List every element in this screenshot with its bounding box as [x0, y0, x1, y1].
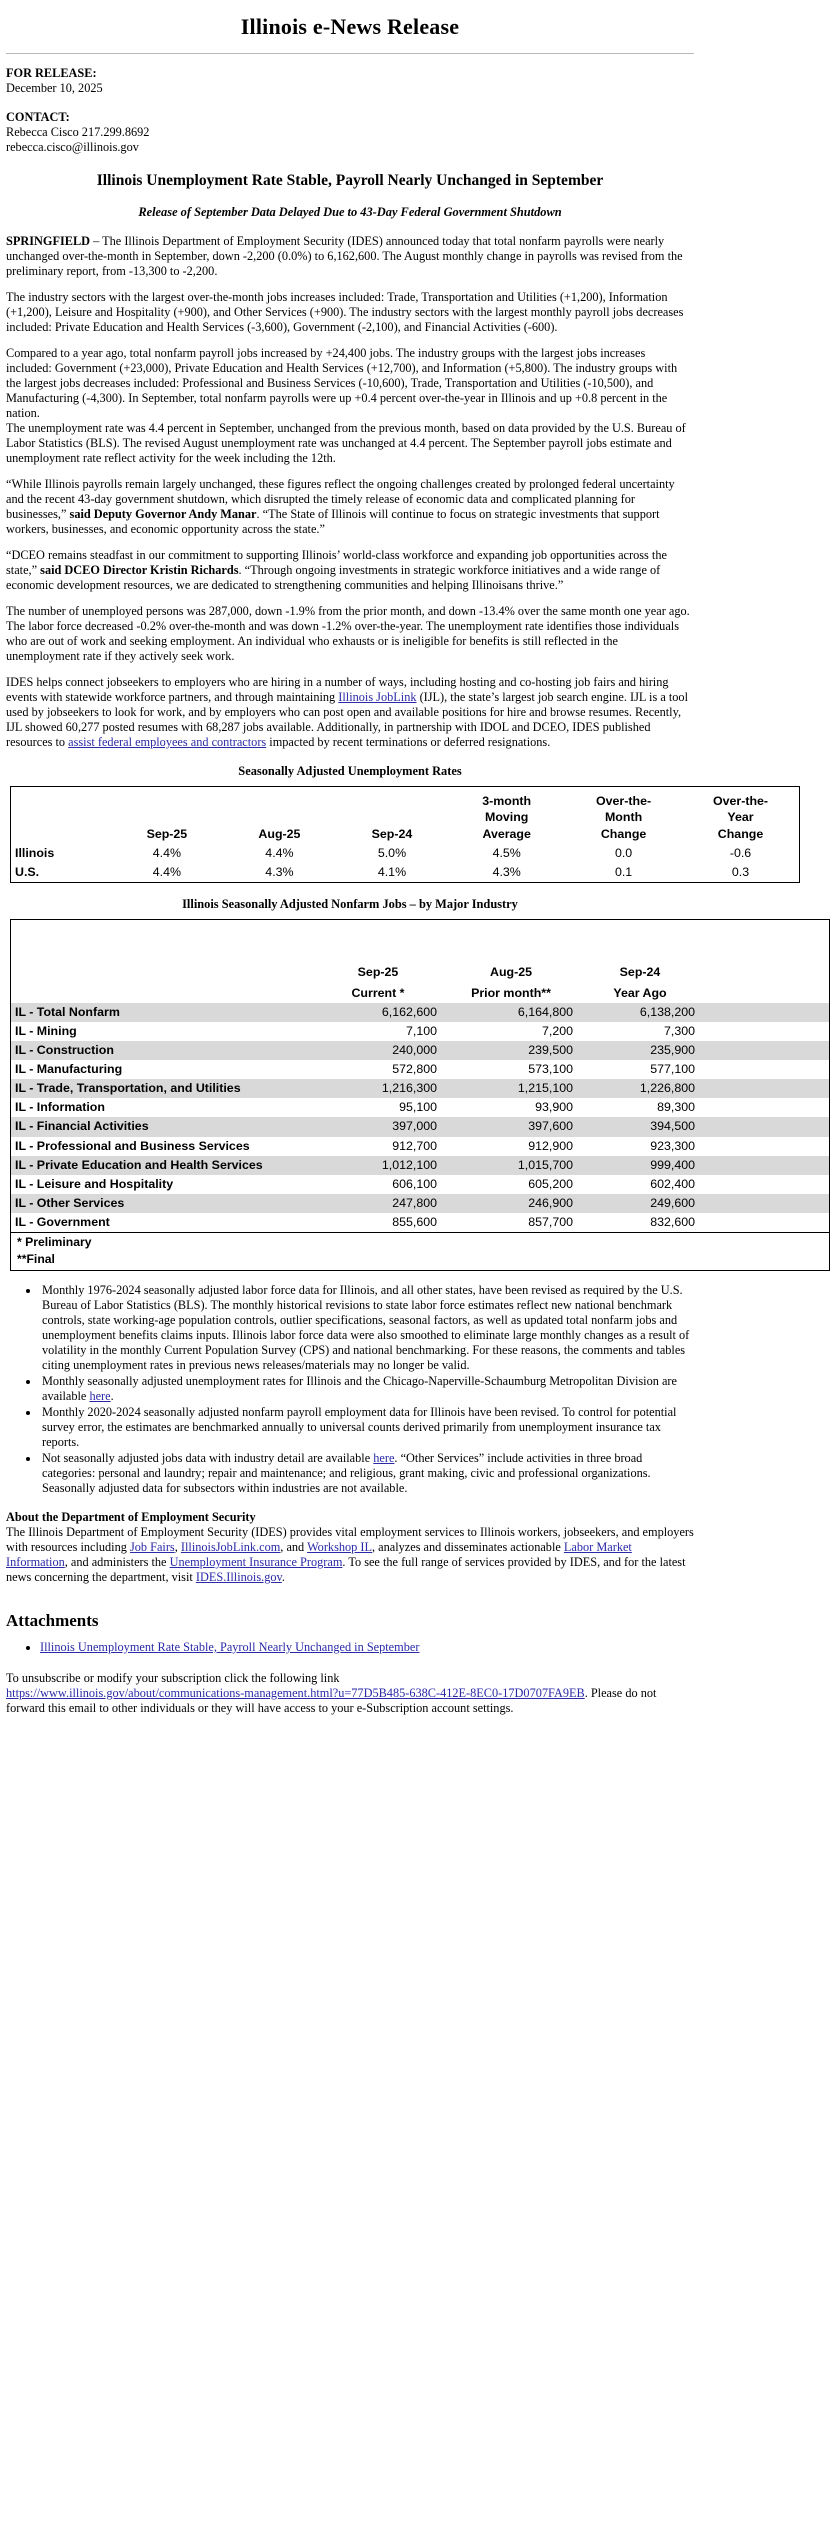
joblink-text-b: (IJL), the state’s largest job search engine. IJL is a tool used by jobseekers to look for work, and by employers who can post open and available positions for hire and browse resumes. Recently, IJL showed 60,277 posted resumes with 68,287 jobs available. Additionally, in partnership with IDOL and DCEO, IDES published resources to — [6, 689, 688, 749]
quote1-attribution: said Deputy Governor Andy Manar — [69, 506, 257, 521]
for-release-label: FOR RELEASE: — [6, 65, 97, 80]
jobs-table-body — [11, 1003, 830, 1233]
unemployment-table-title: Seasonally Adjusted Unemployment Rates — [238, 763, 462, 778]
paragraph-joblink — [6, 675, 694, 750]
paragraph-yearly-sectors: Compared to a year ago, total nonfarm payroll jobs increased by +24,400 jobs. The industry groups with the largest jobs increases included: Government (+23,000), Private Education and Health Services (+12,700), and Information (+5,800). The industry groups with the largest jobs decreases included: Professional and Business Services (-10,600), Trade, Transportation and Utilities (-10,500), and Manufacturing (-4,300). In September, total nonfarm payrolls were up +0.4 percent over-the-year in Illinois and up +0.8 percent in the nation. — [6, 345, 678, 420]
cell-prior-month: 605,200 — [528, 1176, 573, 1191]
paragraph-lead-text: – The Illinois Department of Employment Security (IDES) announced today that total nonfarm payrolls were nearly unchanged over-the-month in September, down -2,200 (0.0%) to 6,162,600. The August monthly change in payrolls was revised from the preliminary report, from -13,300 to -2,200. — [6, 233, 683, 278]
cell-prior-month: 1,015,700 — [443, 1156, 579, 1175]
cell-year-ago: 832,600 — [650, 1215, 695, 1230]
cell-year-ago: 394,500 — [579, 1117, 701, 1136]
list-item[interactable] — [40, 1640, 694, 1655]
cell-pad — [701, 1156, 830, 1175]
note2-text-b: . — [110, 1389, 114, 1404]
contact-name-phone: Rebecca Cisco 217.299.8692 — [6, 124, 150, 139]
spacer-cell — [701, 920, 830, 963]
illinois-joblink-link[interactable]: Illinois JobLink — [338, 689, 417, 704]
cell-prior-month: 246,900 — [443, 1194, 579, 1213]
illinoisjoblink-link[interactable]: IllinoisJobLink.com — [180, 1540, 281, 1555]
list-item — [40, 1451, 694, 1496]
row-label: IL - Government — [15, 1215, 110, 1230]
cell-prior-month: 397,600 — [443, 1117, 579, 1136]
col-head-line1: Over-the- — [596, 793, 652, 808]
col-head-line3: Change — [717, 826, 764, 841]
col-head-aug25: Aug-25 — [258, 826, 301, 841]
col-head-sep24: Sep-24 — [371, 826, 413, 841]
col-head-extra — [701, 962, 830, 982]
col-head-sep25: Sep-25 — [357, 965, 399, 980]
cell-year-ago: 999,400 — [579, 1156, 701, 1175]
contact-label: CONTACT: — [6, 109, 70, 124]
cell-il-aug25: 4.4% — [265, 846, 294, 861]
spacer-cell — [11, 920, 314, 963]
cell-pad — [701, 1117, 830, 1136]
contact-email: rebecca.cisco@illinois.gov — [6, 139, 139, 154]
table-row — [11, 1060, 830, 1079]
row-label: IL - Professional and Business Services — [15, 1138, 250, 1153]
cell-pad — [701, 1194, 830, 1213]
row-label: IL - Information — [15, 1100, 105, 1115]
footnote-preliminary: * Preliminary — [17, 1235, 92, 1250]
about-heading: About the Department of Employment Security — [6, 1510, 256, 1525]
col-head-line1: Over-the- — [712, 793, 769, 808]
job-fairs-link[interactable]: Job Fairs — [129, 1540, 175, 1555]
row-label-us: U.S. — [15, 865, 40, 880]
cell-year-ago: 235,900 — [579, 1041, 701, 1060]
cell-prior-month: 239,500 — [443, 1041, 579, 1060]
row-label: IL - Trade, Transportation, and Utilities — [11, 1079, 314, 1098]
attachment-link[interactable]: Illinois Unemployment Rate Stable, Payroll Nearly Unchanged in September — [40, 1639, 420, 1654]
col-head-line1: 3-month — [482, 793, 532, 808]
cell-prior-month: 912,900 — [528, 1138, 573, 1153]
nonfarm-jobs-by-major-industry-table — [10, 919, 830, 1233]
cell-year-ago: 1,226,800 — [579, 1079, 701, 1098]
federal-employees-resources-link[interactable]: assist federal employees and contractors — [68, 734, 267, 749]
table-row — [11, 844, 800, 863]
row-label: IL - Financial Activities — [11, 1117, 314, 1136]
workshop-il-link[interactable]: Workshop IL — [307, 1540, 372, 1555]
cell-pad — [701, 1213, 830, 1233]
table-row — [11, 1098, 830, 1117]
unemployment-table-header — [11, 786, 800, 844]
paragraph-unemployed-persons: The number of unemployed persons was 287,000, down -1.9% from the prior month, and down -13.4% over the same month one year ago. The labor force decreased -0.2% over-the-month and was down -1.2% over-the-year. The unemployment rate identifies those individuals who are out of work and seeking employment. An individual who exhausts or is ineligible for benefits is still reflected in the unemployment rate if they actively seek work. — [6, 603, 690, 663]
col-head-region — [11, 786, 111, 844]
col-head-over-the-month-change — [565, 786, 682, 844]
table-row — [11, 1003, 830, 1022]
cell-us-aug25: 4.3% — [265, 865, 294, 880]
row-label: IL - Manufacturing — [15, 1062, 123, 1077]
cell-us-oty-change: 0.3 — [731, 865, 750, 880]
cell-il-sep25: 4.4% — [152, 846, 181, 861]
cell-current: 855,600 — [392, 1215, 437, 1230]
table-row — [11, 1175, 830, 1194]
col-head-line2: Year — [727, 810, 754, 825]
cell-current: 1,216,300 — [313, 1079, 443, 1098]
cell-prior-month: 6,164,800 — [443, 1003, 579, 1022]
cell-current: 7,100 — [405, 1023, 437, 1038]
paragraph-unemployment-rate: The unemployment rate was 4.4 percent in September, unchanged from the previous month, based on data provided by the U.S. Bureau of Labor Statistics (BLS). The revised August unemployment rate was unchanged at 4.4 percent. The September payroll jobs estimate and unemployment rate reflect activity for the week including the 12th. — [6, 420, 686, 465]
list-item: • Monthly 2020-2024 seasonally adjusted nonfarm payroll employment data for Illinois have been revised. To control for potential survey error, the estimates are benchmarked annually to universal counts derived primarily from unemployment insurance tax reports. — [40, 1405, 694, 1450]
table-row — [11, 1079, 830, 1098]
row-label: IL - Total Nonfarm — [11, 1003, 314, 1022]
unemployment-table-body — [11, 844, 800, 883]
cell-current: 397,000 — [313, 1117, 443, 1136]
spacer-cell — [443, 920, 579, 963]
unsubscribe-intro: To unsubscribe or modify your subscription click the following link — [6, 1670, 340, 1685]
jobs-table-footnotes-clip — [6, 1233, 700, 1271]
row-label: IL - Other Services — [11, 1194, 314, 1213]
unemployment-table-clip — [6, 786, 769, 883]
cell-year-ago: 923,300 — [650, 1138, 695, 1153]
note4-text-a: Not seasonally adjusted jobs data with industry detail are available — [42, 1451, 374, 1466]
release-meta — [6, 66, 694, 96]
about-text-d: , analyzes and disseminates actionable — [372, 1540, 564, 1555]
table-row — [11, 1022, 830, 1041]
col-subhead-prior-month: Prior month** — [471, 985, 551, 1000]
table-row — [11, 1194, 830, 1213]
col-head-aug25: Aug-25 — [490, 965, 532, 980]
quote-dceo-director — [6, 548, 694, 593]
cell-prior-month: 1,215,100 — [443, 1079, 579, 1098]
cell-us-sep24: 4.1% — [377, 865, 407, 880]
row-label-illinois: Illinois — [15, 846, 55, 861]
cell-il-3mo-avg: 4.5% — [492, 846, 521, 861]
quote1-part-b: . “The State of Illinois will continue to focus on strategic investments that support workers, businesses, and economic opportunity across the state.” — [6, 506, 660, 536]
methodology-notes-list — [6, 1283, 694, 1496]
table-row — [11, 1213, 830, 1233]
cell-pad — [701, 1079, 830, 1098]
quote2-part-a: “DCEO remains steadfast in our commitment to supporting Illinois’ world-class workforce and expanding job opportunities across the state,” — [6, 547, 667, 577]
paragraph-lead — [6, 234, 694, 279]
col-head-line2: Month — [604, 810, 643, 825]
cell-current: 95,100 — [399, 1100, 437, 1115]
col-subhead-current: Current * — [351, 985, 405, 1000]
cell-prior-month: 857,700 — [528, 1215, 573, 1230]
cell-prior-month: 93,900 — [535, 1100, 573, 1115]
jobs-table-header — [11, 920, 830, 1003]
cell-pad — [701, 1022, 830, 1041]
cell-il-oty-change: -0.6 — [729, 846, 752, 861]
about-text-f: . To see the full range of services provided by IDES, and for the latest news concerning the department, visit — [6, 1555, 686, 1585]
labor-market-information-link[interactable]: Labor Market Information — [6, 1540, 632, 1570]
row-label: IL - Construction — [11, 1041, 314, 1060]
list-item — [40, 1374, 694, 1404]
cell-current: 247,800 — [313, 1194, 443, 1213]
cell-year-ago: 577,100 — [650, 1062, 695, 1077]
cell-pad — [701, 1098, 830, 1117]
unsubscribe-outro: . Please do not forward this email to other individuals or they will have access to your e-Subscription account settings. — [6, 1685, 657, 1715]
col-subhead-year-ago: Year Ago — [613, 985, 667, 1000]
col-head-line3: Average — [482, 826, 531, 841]
note4-text-b: . “Other Services” include activities in three broad categories: personal and laundry; repair and maintenance; and religious, grant making, civic and professional organizations. Seasonally adjusted data for subsectors within industries are not available. — [42, 1451, 651, 1496]
table-header-spacer-row — [11, 920, 830, 963]
cell-pad — [701, 1003, 830, 1022]
cell-il-otm-change: 0.0 — [614, 846, 633, 861]
col-subhead-extra — [701, 983, 830, 1003]
cell-prior-month: 573,100 — [528, 1062, 573, 1077]
table-header-row-bottom — [11, 983, 830, 1003]
table-row — [11, 1041, 830, 1060]
cell-pad — [701, 1175, 830, 1194]
attachments-heading: Attachments — [6, 1611, 99, 1631]
contact-meta — [6, 110, 694, 155]
table-row — [11, 863, 800, 883]
joblink-text-a: IDES helps connect jobseekers to employers who are hiring in a number of ways, including hosting and co-hosting job fairs and hiring events with statewide workforce partners, and through maintaining — [6, 674, 669, 704]
quote-deputy-governor — [6, 477, 694, 537]
table-row — [11, 1117, 830, 1136]
ides-illinois-gov-link[interactable]: IDES.Illinois.gov — [195, 1570, 282, 1585]
cell-us-3mo-avg: 4.3% — [492, 865, 521, 880]
attachments-list — [6, 1640, 694, 1655]
article-subheadline: Release of September Data Delayed Due to 43-Day Federal Government Shutdown — [138, 204, 562, 219]
cell-pad — [701, 1060, 830, 1079]
cell-prior-month: 7,200 — [541, 1023, 573, 1038]
col-head-3month-moving-average — [448, 786, 565, 844]
cell-current: 912,700 — [392, 1138, 437, 1153]
header-divider — [6, 53, 694, 54]
cell-pad — [701, 1137, 830, 1156]
table-header-row-top — [11, 962, 830, 982]
note2-text-a: Monthly seasonally adjusted unemployment rates for Illinois and the Chicago-Naperville-Schaumburg Metropolitan Division are available — [42, 1374, 677, 1404]
joblink-text-c: impacted by recent terminations or deferred resignations. — [266, 734, 551, 749]
footnote-final: **Final — [17, 1251, 55, 1266]
quote2-attribution: said DCEO Director Kristin Richards — [40, 562, 239, 577]
table-header-row — [11, 786, 800, 844]
dateline: SPRINGFIELD — [6, 233, 91, 248]
cell-year-ago: 249,600 — [579, 1194, 701, 1213]
row-label: IL - Leisure and Hospitality — [15, 1176, 174, 1191]
cell-us-otm-change: 0.1 — [614, 865, 633, 880]
table-row — [11, 1156, 830, 1175]
col-head-sep24: Sep-24 — [619, 965, 661, 980]
quote2-part-b: . “Through ongoing investments in strategic workforce initiatives and a wide range of economic development resources, we are dedicated to strengthening communities and helping Illinoisans thrive.” — [6, 562, 661, 592]
list-item: • Monthly 1976-2024 seasonally adjusted labor force data for Illinois, and all other states, have been revised as required by the U.S. Bureau of Labor Statistics (BLS). The monthly historical revisions to state labor force estimates reflect new national benchmark controls, state working-age population controls, outlier specifications, seasonal factors, as well as updated total nonfarm jobs and unemployment benefits claims inputs. Illinois labor force data were also smoothed to eliminate large monthly changes as a result of volatility in the monthly Current Population Survey (CPS) and national benchmarking. For these reasons, the comments and tables citing unemployment rates in previous news releases/materials may no longer be valid. — [40, 1283, 694, 1373]
page-title: Illinois e-News Release — [240, 14, 460, 39]
industry-detail-here-link[interactable]: here — [373, 1451, 395, 1466]
about-text-b: , — [174, 1540, 181, 1555]
cell-current: 240,000 — [313, 1041, 443, 1060]
jobs-table-footnotes — [10, 1233, 830, 1271]
cell-current: 572,800 — [392, 1062, 437, 1077]
col-head-over-the-year-change — [682, 786, 800, 844]
cell-us-sep25: 4.4% — [152, 865, 181, 880]
row-label: IL - Private Education and Health Services — [11, 1156, 314, 1175]
metro-rates-here-link[interactable]: here — [89, 1389, 111, 1404]
cell-pad — [701, 1041, 830, 1060]
jobs-table-title: Illinois Seasonally Adjusted Nonfarm Jobs – by Major Industry — [182, 897, 518, 912]
unemployment-insurance-program-link[interactable]: Unemployment Insurance Program — [169, 1555, 343, 1570]
seasonally-adjusted-unemployment-rates-table — [10, 786, 800, 883]
cell-current: 1,012,100 — [313, 1156, 443, 1175]
col-head-line2: Moving — [485, 810, 529, 825]
about-text-e: , and administers the — [64, 1555, 170, 1570]
release-date: December 10, 2025 — [6, 80, 103, 95]
unsubscribe-paragraph — [6, 1686, 694, 1716]
cell-year-ago: 6,138,200 — [579, 1003, 701, 1022]
jobs-table-clip — [6, 919, 700, 1233]
col-head-sep25: Sep-25 — [146, 826, 188, 841]
paragraph-monthly-sectors: The industry sectors with the largest over-the-month jobs increases included: Trade, Transportation and Utilities (+1,200), Information (+1,200), Leisure and Hospitality (+900), and Other Services (+900). The industry sectors with the largest monthly payroll jobs decreases included: Private Education and Health Services (-3,600), Government (-2,100), and Financial Activities (-600). — [6, 289, 684, 334]
spacer-cell — [579, 920, 701, 963]
unsubscribe-link[interactable]: https://www.illinois.gov/about/communications-management.html?u=77D5B485-638C-412E-8EC0-17D0707FA9EB — [6, 1685, 585, 1700]
col-head-line3: Change — [600, 826, 647, 841]
row-label: IL - Mining — [15, 1023, 77, 1038]
cell-year-ago: 602,400 — [650, 1176, 695, 1191]
cell-current: 6,162,600 — [313, 1003, 443, 1022]
spacer-cell — [313, 920, 443, 963]
table-row — [11, 1137, 830, 1156]
article-headline: Illinois Unemployment Rate Stable, Payroll Nearly Unchanged in September — [96, 171, 604, 189]
about-text-c: , and — [280, 1540, 308, 1555]
about-paragraph — [6, 1525, 694, 1585]
cell-current: 606,100 — [392, 1176, 437, 1191]
cell-il-sep24: 5.0% — [377, 846, 407, 861]
col-subhead-industry — [11, 983, 314, 1003]
about-text-a: The Illinois Department of Employment Security (IDES) provides vital employment services to Illinois workers, jobseekers, and employers with resources including — [6, 1525, 694, 1555]
cell-year-ago: 89,300 — [657, 1100, 695, 1115]
about-text-g: . — [281, 1570, 285, 1585]
quote1-part-a: “While Illinois payrolls remain largely unchanged, these figures reflect the ongoing challenges created by prolonged federal uncertainty and the recent 43-day government shutdown, which disrupted the timely release of economic data and complicated planning for businesses,” — [6, 476, 675, 521]
col-head-industry — [11, 962, 314, 982]
cell-year-ago: 7,300 — [663, 1023, 695, 1038]
